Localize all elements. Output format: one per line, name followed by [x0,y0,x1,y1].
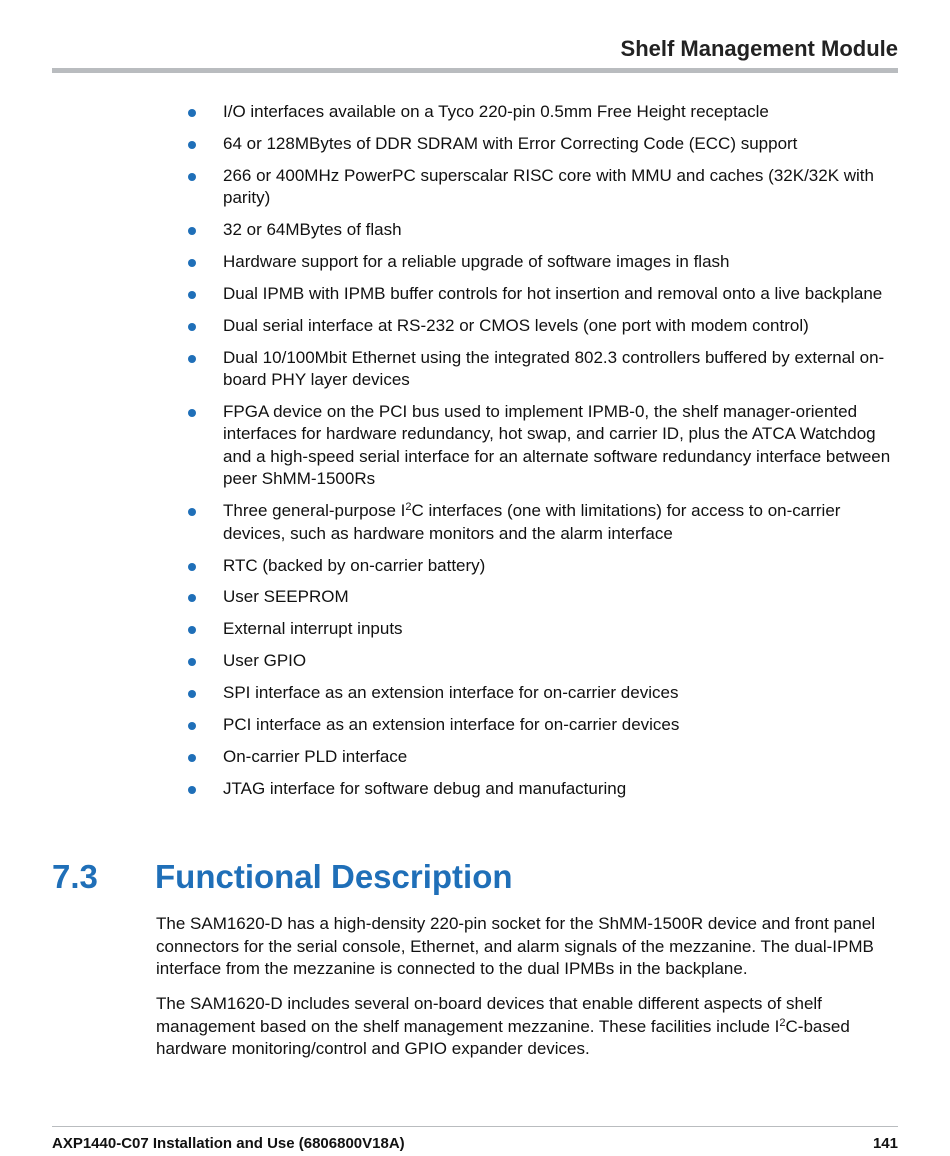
feature-text: Dual serial interface at RS-232 or CMOS levels (one port with modem control) [223,315,809,335]
bullet-dot-icon [188,563,196,571]
feature-text: User GPIO [223,651,307,671]
feature-text: FPGA device on the PCI bus used to implement IPMB-0, the shelf manager-oriented interfaces for hardware redundancy, hot swap, and carrier ID, plus the ATCA Watchdog and a high-speed serial interface for an alternate software redundancy interface between peer ShMM-1500Rs [223,402,891,489]
running-header-title: Shelf Management Module [620,36,898,61]
feature-list-item [184,165,904,210]
feature-text: PCI interface as an extension interface for on-carrier devices [223,715,680,735]
feature-list-item [184,347,904,392]
feature-list-item [184,586,904,608]
feature-list-item [184,682,904,704]
bullet-dot-icon [188,355,196,363]
feature-list-item [184,618,904,640]
paragraph-onboard-devices: The SAM1620-D includes several on-board devices that enable different aspects of shelf management based on the shelf management mezzanine. These facilities include $I^2C$-based hardware monitoring/control and GPIO expander devices. [156,994,850,1059]
feature-text: Dual 10/100Mbit Ethernet using the integrated 802.3 controllers buffered by external on-board PHY layer devices [223,347,885,390]
feature-list-item [184,500,904,545]
feature-text: Hardware support for a reliable upgrade of software images in flash [223,252,730,272]
feature-text: Three general-purpose $I^2C$ interfaces (one with limitations) for access to on-carrier devices, such as hardware monitors and the alarm interface [223,501,841,543]
feature-text: RTC (backed by on-carrier battery) [223,555,486,575]
feature-list-item [184,555,904,577]
feature-list-item [184,315,904,337]
bullet-dot-icon [188,227,196,235]
bullet-dot-icon [188,173,196,181]
paragraph-socket-description: The SAM1620-D has a high-density 220-pin socket for the ShMM-1500R device and front panel connectors for the serial console, Ethernet, and alarm signals of the mezzanine. The dual-IPMB interface from the mezzanine is connected to the dual IPMBs in the backplane. [156,914,876,979]
section-title: Functional Description [155,858,513,895]
bullet-dot-icon [188,722,196,730]
feature-text: 266 or 400MHz PowerPC superscalar RISC core with MMU and caches (32K/32K with parity) [223,165,874,208]
section-number: 7.3 [52,858,98,895]
bullet-dot-icon [188,109,196,117]
feature-text: JTAG interface for software debug and manufacturing [223,778,627,798]
header-divider [52,68,898,73]
feature-list [184,101,904,810]
footer-divider [52,1126,898,1127]
bullet-dot-icon [188,594,196,602]
bullet-dot-icon [188,658,196,666]
feature-list-item [184,401,904,491]
bullet-dot-icon [188,626,196,634]
bullet-dot-icon [188,754,196,762]
bullet-dot-icon [188,141,196,149]
feature-text: User SEEPROM [223,587,349,607]
bullet-dot-icon [188,786,196,794]
footer-document-title: AXP1440-C07 Installation and Use (6806800V18A) [52,1135,405,1152]
feature-list-item [184,746,904,768]
feature-list-item [184,101,904,123]
feature-list-item [184,714,904,736]
feature-text: I/O interfaces available on a Tyco 220-pin 0.5mm Free Height receptacle [223,102,769,121]
section-heading [52,858,513,896]
feature-text: SPI interface as an extension interface for on-carrier devices [223,683,679,703]
bullet-dot-icon [188,690,196,698]
bullet-dot-icon [188,508,196,516]
feature-list-item [184,283,904,305]
feature-text: 64 or 128MBytes of DDR SDRAM with Error Correcting Code (ECC) support [223,133,798,153]
feature-list-item [184,778,904,800]
feature-list-item [184,133,904,155]
feature-list-item [184,650,904,672]
feature-text: External interrupt inputs [223,619,403,639]
feature-list-item [184,251,904,273]
bullet-dot-icon [188,291,196,299]
feature-text: On-carrier PLD interface [223,746,408,766]
feature-text: Dual IPMB with IPMB buffer controls for hot insertion and removal onto a live backplane [223,283,883,303]
feature-text: 32 or 64MBytes of flash [223,220,402,240]
bullet-dot-icon [188,323,196,331]
bullet-dot-icon [188,259,196,267]
feature-list-item [184,219,904,241]
footer-page-number: 141 [872,1135,898,1152]
bullet-dot-icon [188,409,196,417]
